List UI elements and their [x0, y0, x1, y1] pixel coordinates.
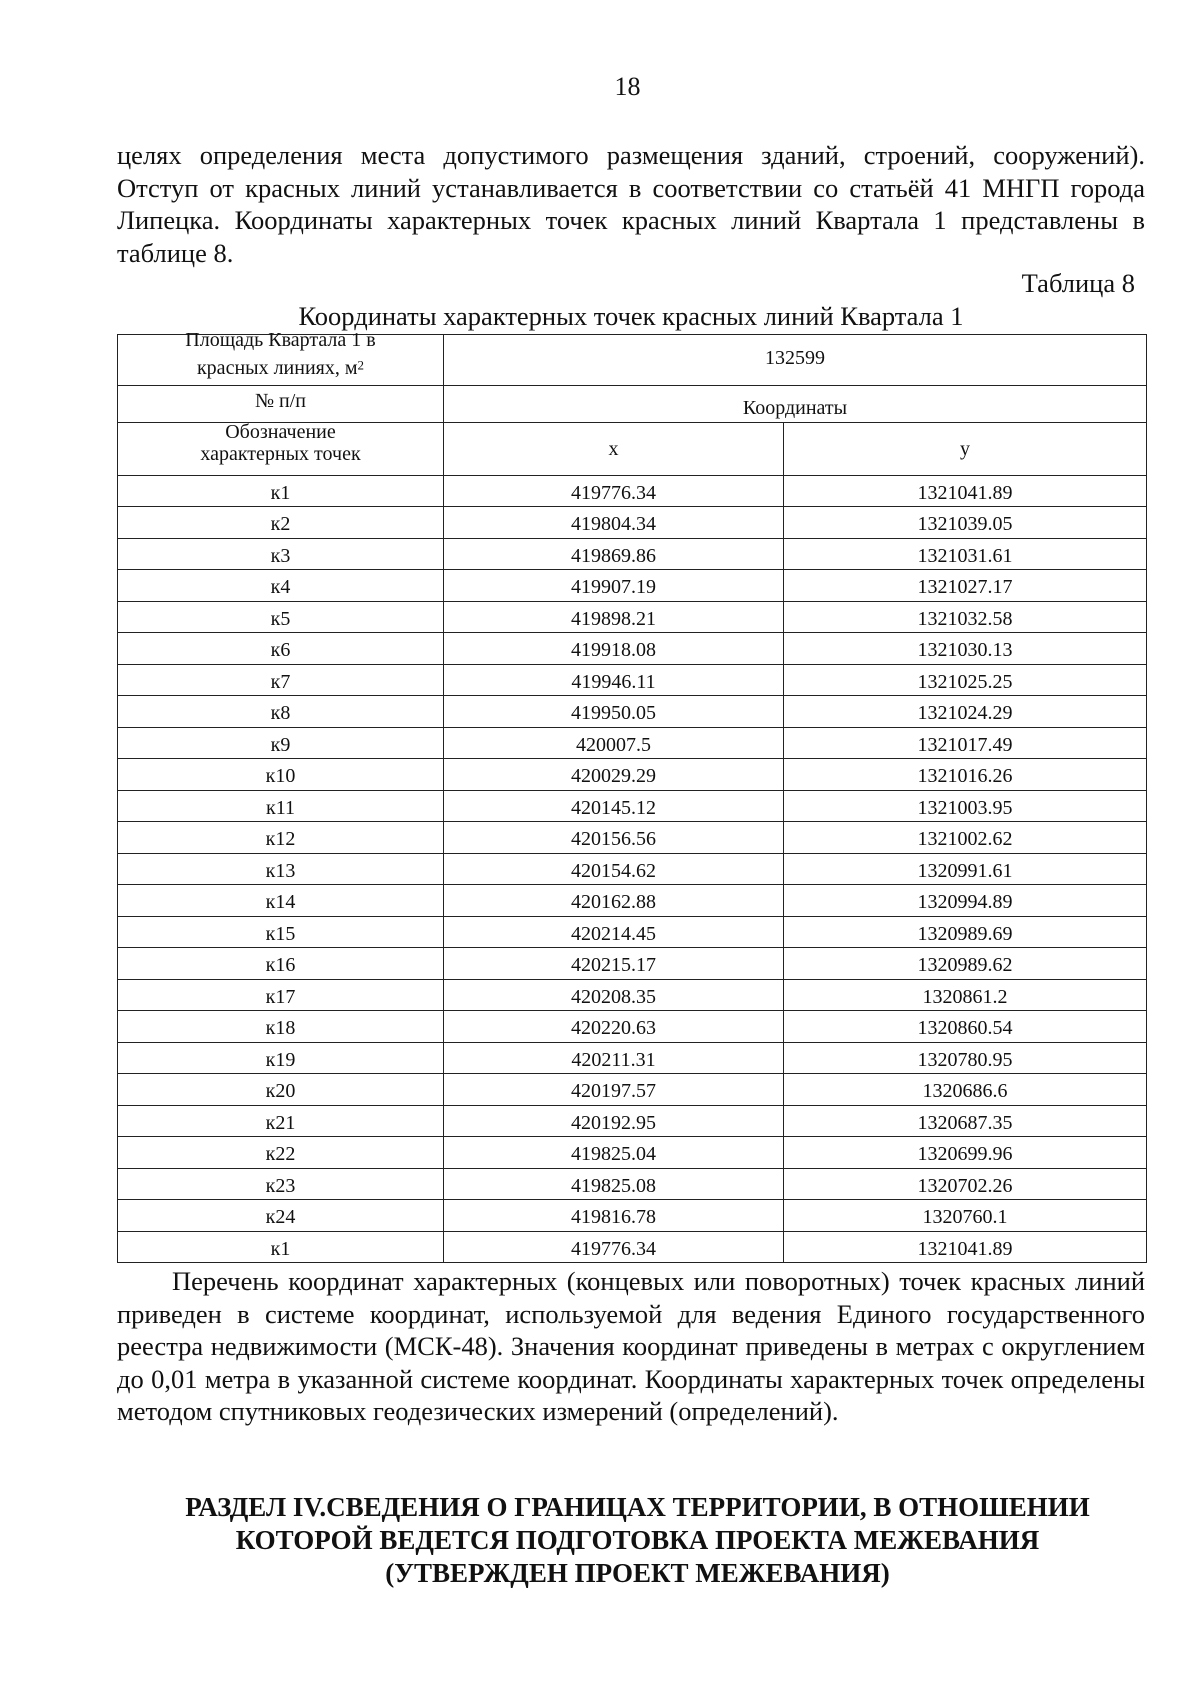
cell-point-text: к10	[265, 765, 296, 788]
cell-point	[118, 696, 444, 728]
cell-x-text: 420145.12	[571, 796, 656, 819]
cell-point-text: к3	[270, 544, 291, 567]
cell-y	[784, 1168, 1147, 1200]
cell-x-text: 419946.11	[571, 670, 656, 693]
cell-y	[784, 1231, 1147, 1263]
table-row	[118, 948, 1147, 980]
cell-point-text: к6	[270, 639, 291, 662]
cell-point-text: к22	[265, 1143, 296, 1166]
table-row	[118, 759, 1147, 791]
cell-x-text: 420214.45	[571, 922, 656, 945]
cell-y	[784, 759, 1147, 791]
cell-point-text: к5	[270, 607, 291, 630]
cell-x	[444, 979, 784, 1011]
table-row	[118, 475, 1147, 507]
cell-y-text: 1321025.25	[917, 670, 1013, 693]
cell-point	[118, 538, 444, 570]
table-row	[118, 727, 1147, 759]
cell-point	[118, 1011, 444, 1043]
cell-y	[784, 633, 1147, 665]
cell-point-text: к2	[270, 513, 291, 536]
cell-point-text: к4	[270, 576, 291, 599]
cell-y-text: 1321024.29	[917, 702, 1013, 725]
cell-point	[118, 475, 444, 507]
cell-x-text: 420162.88	[571, 891, 656, 914]
cell-point-text: к1	[270, 481, 291, 504]
cell-point-text: к13	[265, 859, 296, 882]
table-title: Координаты характерных точек красных линий Квартала 1	[298, 301, 964, 331]
page-number: 18	[614, 72, 641, 101]
cell-point-text: к7	[270, 670, 291, 693]
cell-x-text: 419898.21	[571, 607, 656, 630]
cell-y	[784, 727, 1147, 759]
cell-y-text: 1321039.05	[917, 513, 1013, 536]
cell-x	[444, 1231, 784, 1263]
designation-label-cell	[118, 422, 444, 475]
cell-x-text: 420156.56	[571, 828, 656, 851]
cell-x-text: 419869.86	[571, 544, 656, 567]
table-row	[118, 979, 1147, 1011]
cell-point-text: к8	[270, 702, 291, 725]
cell-y-text: 1321027.17	[917, 576, 1013, 599]
number-header-row	[118, 385, 1147, 422]
cell-x-text: 419950.05	[571, 702, 656, 725]
table-row	[118, 885, 1147, 917]
cell-x-text: 419776.34	[571, 481, 656, 504]
cell-x	[444, 507, 784, 539]
cell-y-text: 1320861.2	[922, 985, 1008, 1008]
table-row	[118, 1168, 1147, 1200]
cell-point	[118, 664, 444, 696]
cell-y	[784, 1074, 1147, 1106]
table-row	[118, 1137, 1147, 1169]
cell-x	[444, 664, 784, 696]
cell-x	[444, 853, 784, 885]
cell-y	[784, 1200, 1147, 1232]
table-row	[118, 1105, 1147, 1137]
cell-x	[444, 1168, 784, 1200]
cell-point-text: к12	[265, 828, 296, 851]
table-row	[118, 790, 1147, 822]
cell-point	[118, 727, 444, 759]
cell-y-text: 1320760.1	[922, 1206, 1008, 1229]
after-paragraph: Перечень координат характерных (концевых или поворотных) точек красных линий приведен в системе координат, используемой для ведения Единого государственного реестра недвижимости (МСК-48). Значения координат приведены в метрах с округлением до 0,01 метра в указанной системе координат. Координаты характерных точек определены методом спутниковых геодезических измерений (определений).	[117, 1266, 1145, 1426]
cell-x-text: 420211.31	[571, 1048, 656, 1071]
cell-y	[784, 538, 1147, 570]
table-row	[118, 853, 1147, 885]
cell-point	[118, 790, 444, 822]
cell-x	[444, 696, 784, 728]
cell-point	[118, 1200, 444, 1232]
cell-y-text: 1320989.69	[917, 922, 1013, 945]
y-header-cell	[784, 422, 1147, 475]
cell-x	[444, 885, 784, 917]
area-value-cell	[444, 335, 1147, 386]
cell-point-text: к23	[265, 1174, 296, 1197]
cell-point	[118, 853, 444, 885]
cell-point	[118, 1168, 444, 1200]
cell-point-text: к16	[265, 954, 296, 977]
cell-y-text: 1321003.95	[917, 796, 1013, 819]
cell-point	[118, 822, 444, 854]
coordinates-label-cell	[444, 385, 1147, 422]
cell-x-text: 420215.17	[571, 954, 656, 977]
section-heading-line1: РАЗДЕЛ IV.СВЕДЕНИЯ О ГРАНИЦАХ ТЕРРИТОРИИ, В ОТНОШЕНИИ	[185, 1492, 1090, 1522]
cell-point	[118, 885, 444, 917]
cell-x-text: 420029.29	[571, 765, 656, 788]
cell-x-text: 419918.08	[571, 639, 656, 662]
area-label-cell	[118, 329, 444, 386]
table-row	[118, 916, 1147, 948]
cell-x	[444, 1105, 784, 1137]
cell-x	[444, 727, 784, 759]
cell-y	[784, 1042, 1147, 1074]
table-row	[118, 570, 1147, 602]
cell-point-text: к24	[265, 1206, 296, 1229]
section-heading-line2: КОТОРОЙ ВЕДЕТСЯ ПОДГОТОВКА ПРОЕКТА МЕЖЕВАНИЯ	[235, 1525, 1040, 1555]
cell-y-text: 1320702.26	[917, 1174, 1013, 1197]
cell-y-text: 1320780.95	[917, 1048, 1013, 1071]
cell-x-text: 420007.5	[576, 733, 651, 756]
cell-point-text: к19	[265, 1048, 296, 1071]
cell-point-text: к1	[270, 1237, 291, 1260]
cell-y	[784, 601, 1147, 633]
cell-x-text: 420208.35	[571, 985, 656, 1008]
table-row	[118, 1042, 1147, 1074]
cell-y	[784, 696, 1147, 728]
cell-y	[784, 1137, 1147, 1169]
coordinates-table	[117, 329, 1147, 1263]
cell-point	[118, 979, 444, 1011]
section-heading	[110, 1491, 1165, 1590]
cell-y-text: 1320686.6	[922, 1080, 1008, 1103]
cell-x	[444, 1042, 784, 1074]
cell-y	[784, 507, 1147, 539]
designation-header-row	[118, 422, 1147, 475]
table-row	[118, 633, 1147, 665]
table-row	[118, 1011, 1147, 1043]
table-label: Таблица 8	[1021, 268, 1135, 298]
cell-point	[118, 1137, 444, 1169]
cell-point	[118, 507, 444, 539]
cell-y	[784, 853, 1147, 885]
cell-x	[444, 790, 784, 822]
cell-x-text: 419776.34	[571, 1237, 656, 1260]
cell-point	[118, 570, 444, 602]
cell-x	[444, 1074, 784, 1106]
cell-y-text: 1320989.62	[917, 954, 1013, 977]
cell-y	[784, 948, 1147, 980]
cell-y-text: 1321016.26	[917, 765, 1013, 788]
cell-point	[118, 916, 444, 948]
number-label: № п/п	[254, 389, 307, 412]
cell-y-text: 1321030.13	[917, 639, 1013, 662]
table-row	[118, 696, 1147, 728]
cell-x-text: 420154.62	[571, 859, 656, 882]
cell-point	[118, 948, 444, 980]
cell-x	[444, 1011, 784, 1043]
cell-y	[784, 1011, 1147, 1043]
cell-x	[444, 601, 784, 633]
cell-x-text: 420220.63	[571, 1017, 656, 1040]
coordinates-label: Координаты	[742, 396, 848, 419]
table-row	[118, 664, 1147, 696]
cell-x	[444, 633, 784, 665]
cell-x	[444, 759, 784, 791]
cell-point-text: к17	[265, 985, 296, 1008]
cell-x-text: 420197.57	[571, 1080, 656, 1103]
cell-x	[444, 948, 784, 980]
cell-x	[444, 1200, 784, 1232]
cell-y-text: 1320994.89	[917, 891, 1013, 914]
cell-y	[784, 885, 1147, 917]
designation-line2: характерных точек	[200, 442, 361, 465]
number-label-cell	[118, 385, 444, 422]
cell-point	[118, 601, 444, 633]
cell-point	[118, 1074, 444, 1106]
cell-point-text: к11	[266, 796, 295, 819]
area-row	[118, 335, 1147, 386]
cell-x	[444, 475, 784, 507]
cell-point	[118, 1105, 444, 1137]
cell-y-text: 1320687.35	[917, 1111, 1013, 1134]
cell-x	[444, 916, 784, 948]
cell-y-text: 1321002.62	[917, 828, 1013, 851]
cell-x	[444, 822, 784, 854]
area-unit-sup: 2	[357, 357, 365, 372]
cell-y-text: 1320699.96	[917, 1143, 1013, 1166]
cell-y-text: 1320991.61	[917, 859, 1013, 882]
cell-y	[784, 979, 1147, 1011]
cell-y-text: 1321031.61	[917, 544, 1013, 567]
cell-point-text: к9	[270, 733, 291, 756]
table-row	[118, 1231, 1147, 1263]
cell-x-text: 419825.08	[571, 1174, 656, 1197]
cell-y	[784, 570, 1147, 602]
cell-y	[784, 822, 1147, 854]
cell-point	[118, 633, 444, 665]
table-row	[118, 601, 1147, 633]
cell-point-text: к15	[265, 922, 296, 945]
cell-y	[784, 790, 1147, 822]
cell-x-text: 419907.19	[571, 576, 656, 599]
table-row	[118, 1074, 1147, 1106]
cell-y	[784, 1105, 1147, 1137]
cell-point	[118, 759, 444, 791]
table-row	[118, 822, 1147, 854]
cell-x-text: 419825.04	[571, 1143, 656, 1166]
table-row	[118, 1200, 1147, 1232]
cell-y-text: 1321032.58	[917, 607, 1013, 630]
cell-point-text: к18	[265, 1017, 296, 1040]
table-row	[118, 507, 1147, 539]
cell-y-text: 1321017.49	[917, 733, 1013, 756]
cell-x	[444, 570, 784, 602]
cell-x	[444, 1137, 784, 1169]
cell-y	[784, 475, 1147, 507]
cell-x	[444, 538, 784, 570]
x-header-cell	[444, 422, 784, 475]
cell-x-text: 419804.34	[571, 513, 656, 536]
cell-point-text: к20	[265, 1080, 296, 1103]
cell-x-text: 420192.95	[571, 1111, 656, 1134]
cell-y-text: 1321041.89	[917, 481, 1013, 504]
designation-line1: Обозначение	[225, 420, 336, 443]
cell-y	[784, 664, 1147, 696]
cell-point-text: к21	[265, 1111, 296, 1134]
intro-paragraph: целях определения места допустимого размещения зданий, строений, сооружений). Отступ от красных линий устанавливается в соответствии со статьёй 41 МНГП города Липецка. Координаты характерных точек красных линий Квартала 1 представлены в таблице 8.	[117, 140, 1145, 268]
section-heading-line3: (УТВЕРЖДЕН ПРОЕКТ МЕЖЕВАНИЯ)	[385, 1558, 890, 1588]
y-label: y	[960, 437, 970, 460]
area-value: 132599	[765, 346, 825, 369]
cell-point-text: к14	[265, 891, 296, 914]
cell-y-text: 1321041.89	[917, 1237, 1013, 1260]
cell-point	[118, 1042, 444, 1074]
cell-y	[784, 916, 1147, 948]
cell-x-text: 419816.78	[571, 1206, 656, 1229]
area-label-line1: Площадь Квартала 1 в	[185, 329, 376, 351]
x-label: x	[608, 437, 619, 460]
table-row	[118, 538, 1147, 570]
cell-point	[118, 1231, 444, 1263]
cell-y-text: 1320860.54	[917, 1017, 1013, 1040]
area-label-line2: красных линиях, м	[196, 356, 358, 379]
